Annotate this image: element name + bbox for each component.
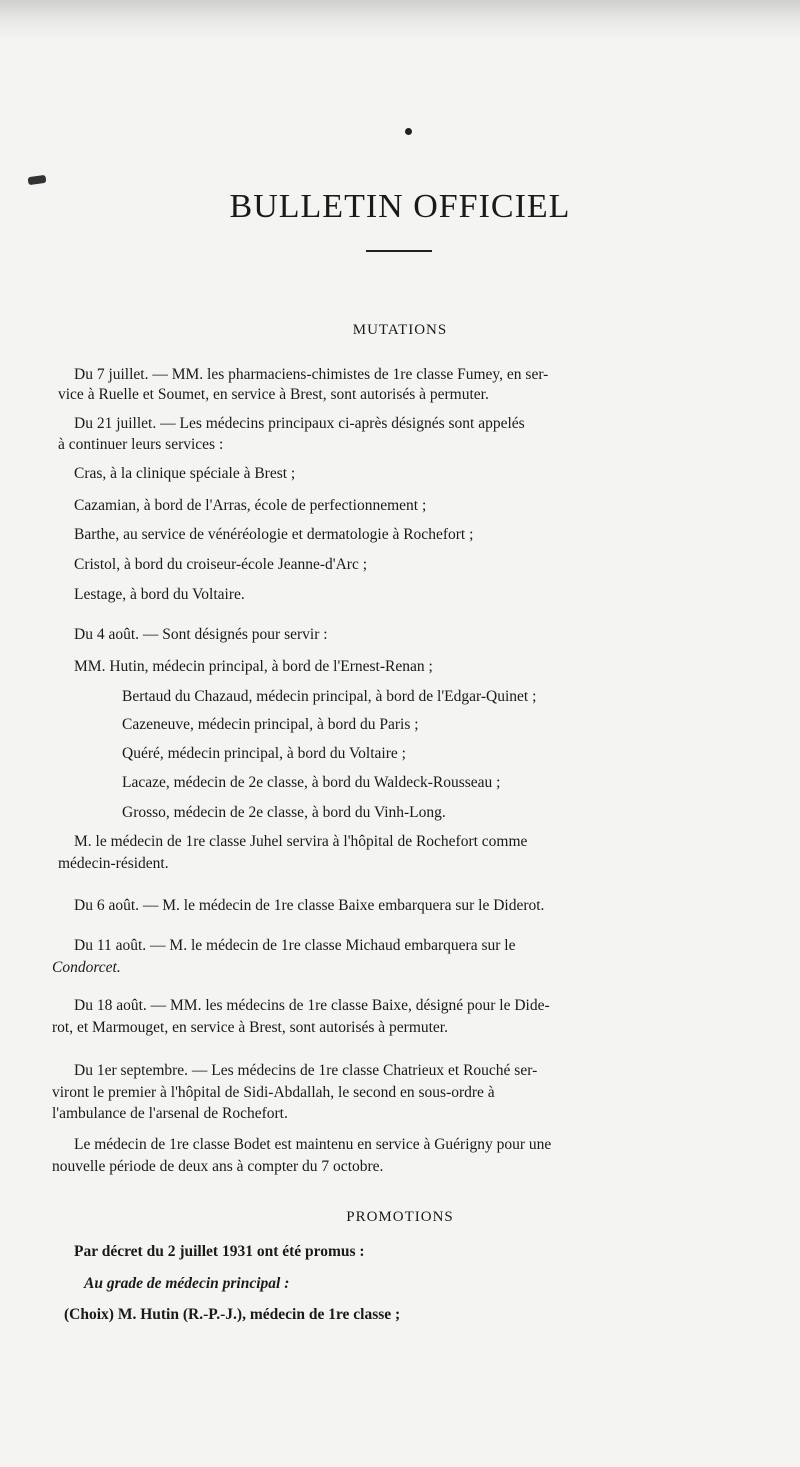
mutations-line-16: Grosso, médecin de 2e classe, à bord du Vinh-Long. xyxy=(122,804,446,821)
scan-top-band xyxy=(0,0,800,40)
mutations-line-28: nouvelle période de deux ans à compter du 7 octobre. xyxy=(52,1158,384,1175)
mutations-line-26: l'ambulance de l'arsenal de Rochefort. xyxy=(52,1105,288,1122)
promotions-line-3: (Choix) M. Hutin (R.-P.-J.), médecin de 1re classe ; xyxy=(64,1306,401,1323)
mutations-line-23: rot, et Marmouget, en service à Brest, sont autorisés à permuter. xyxy=(52,1019,448,1036)
mutations-line-12: Bertaud du Chazaud, médecin principal, à bord de l'Edgar-Quinet ; xyxy=(122,688,537,705)
mutations-heading: MUTATIONS xyxy=(352,322,448,338)
mutations-line-3: Du 21 juillet. — Les médecins principaux ci-après désignés sont appelés xyxy=(74,415,525,432)
mutations-line-15: Lacaze, médecin de 2e classe, à bord du Waldeck-Rousseau ; xyxy=(122,774,501,791)
mutations-line-19: Du 6 août. — M. le médecin de 1re classe Baixe embarquera sur le Diderot. xyxy=(74,897,545,914)
bullet-mark xyxy=(405,128,412,135)
promotions-heading: PROMOTIONS xyxy=(346,1209,454,1225)
mutations-line-1: Du 7 juillet. — MM. les pharmaciens-chimistes de 1re classe Fumey, en ser- xyxy=(74,366,549,383)
mutations-line-2: vice à Ruelle et Soumet, en service à Brest, sont autorisés à permuter. xyxy=(58,386,489,403)
promotions-line-1: Par décret du 2 juillet 1931 ont été promus : xyxy=(74,1243,365,1260)
mutations-line-13: Cazeneuve, médecin principal, à bord du Paris ; xyxy=(122,716,419,733)
mutations-line-14: Quéré, médecin principal, à bord du Voltaire ; xyxy=(122,745,406,762)
mutations-line-20: Du 11 août. — M. le médecin de 1re classe Michaud embarquera sur le xyxy=(74,937,516,954)
promotions-line-2: Au grade de médecin principal : xyxy=(84,1275,290,1292)
mutations-line-27: Le médecin de 1re classe Bodet est maintenu en service à Guérigny pour une xyxy=(74,1136,552,1153)
mutations-line-5: Cras, à la clinique spéciale à Brest ; xyxy=(74,465,296,482)
page-title: BULLETIN OFFICIEL xyxy=(229,188,571,225)
mutations-line-10: Du 4 août. — Sont désignés pour servir : xyxy=(74,626,328,643)
mutations-line-25: viront le premier à l'hôpital de Sidi-Abdallah, le second en sous-ordre à xyxy=(52,1084,495,1101)
mutations-line-18: médecin-résident. xyxy=(58,855,169,872)
mutations-line-11: MM. Hutin, médecin principal, à bord de l'Ernest-Renan ; xyxy=(74,658,433,675)
mutations-line-22: Du 18 août. — MM. les médecins de 1re classe Baixe, désigné pour le Dide- xyxy=(74,997,550,1014)
ink-smudge xyxy=(28,175,47,185)
mutations-line-6: Cazamian, à bord de l'Arras, école de perfectionnement ; xyxy=(74,497,427,514)
mutations-line-8: Cristol, à bord du croiseur-école Jeanne-d'Arc ; xyxy=(74,556,368,573)
mutations-line-4: à continuer leurs services : xyxy=(58,436,224,453)
mutations-line-9: Lestage, à bord du Voltaire. xyxy=(74,586,245,603)
mutations-line-17: M. le médecin de 1re classe Juhel servira à l'hôpital de Rochefort comme xyxy=(74,833,528,850)
mutations-line-7: Barthe, au service de vénéréologie et dermatologie à Rochefort ; xyxy=(74,526,474,543)
mutations-line-24: Du 1er septembre. — Les médecins de 1re classe Chatrieux et Rouché ser- xyxy=(74,1062,538,1079)
mutations-line-21: Condorcet. xyxy=(52,959,121,976)
title-rule xyxy=(366,250,432,252)
